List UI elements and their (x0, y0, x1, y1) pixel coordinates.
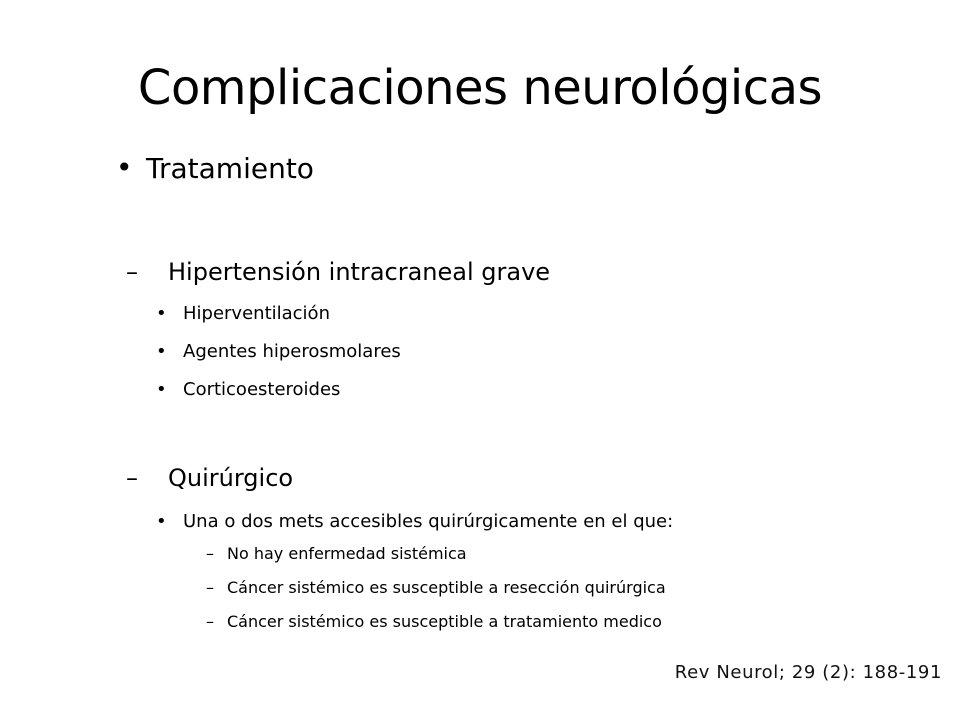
slide-title: Complicaciones neurológicas (137, 60, 823, 116)
bullet-tratamiento: Tratamiento (146, 152, 314, 185)
dash-icon: – (206, 578, 214, 597)
citation: Rev Neurol; 29 (2): 188-191 (674, 662, 942, 683)
subheading-hipertension: Hipertensión intracraneal grave (168, 258, 551, 286)
bullet-icon: • (156, 341, 167, 362)
list-item-corticoesteroides: Corticoesteroides (183, 379, 341, 400)
bullet-icon: • (156, 303, 167, 324)
list-subitem-tratamiento: Cáncer sistémico es susceptible a tratamiento medico (227, 612, 662, 631)
bullet-icon: • (116, 151, 133, 184)
subheading-quirurgico: Quirúrgico (168, 464, 294, 492)
list-subitem-no-enfermedad: No hay enfermedad sistémica (227, 544, 467, 563)
list-item-hiperventilacion: Hiperventilación (183, 303, 330, 324)
bullet-icon: • (156, 511, 167, 532)
dash-icon: – (126, 464, 138, 492)
dash-icon: – (206, 544, 214, 563)
list-item-mets: Una o dos mets accesibles quirúrgicamente en el que: (183, 511, 674, 532)
dash-icon: – (126, 258, 138, 286)
dash-icon: – (206, 612, 214, 631)
list-item-agentes: Agentes hiperosmolares (183, 341, 401, 362)
list-subitem-reseccion: Cáncer sistémico es susceptible a resección quirúrgica (227, 578, 666, 597)
bullet-icon: • (156, 379, 167, 400)
